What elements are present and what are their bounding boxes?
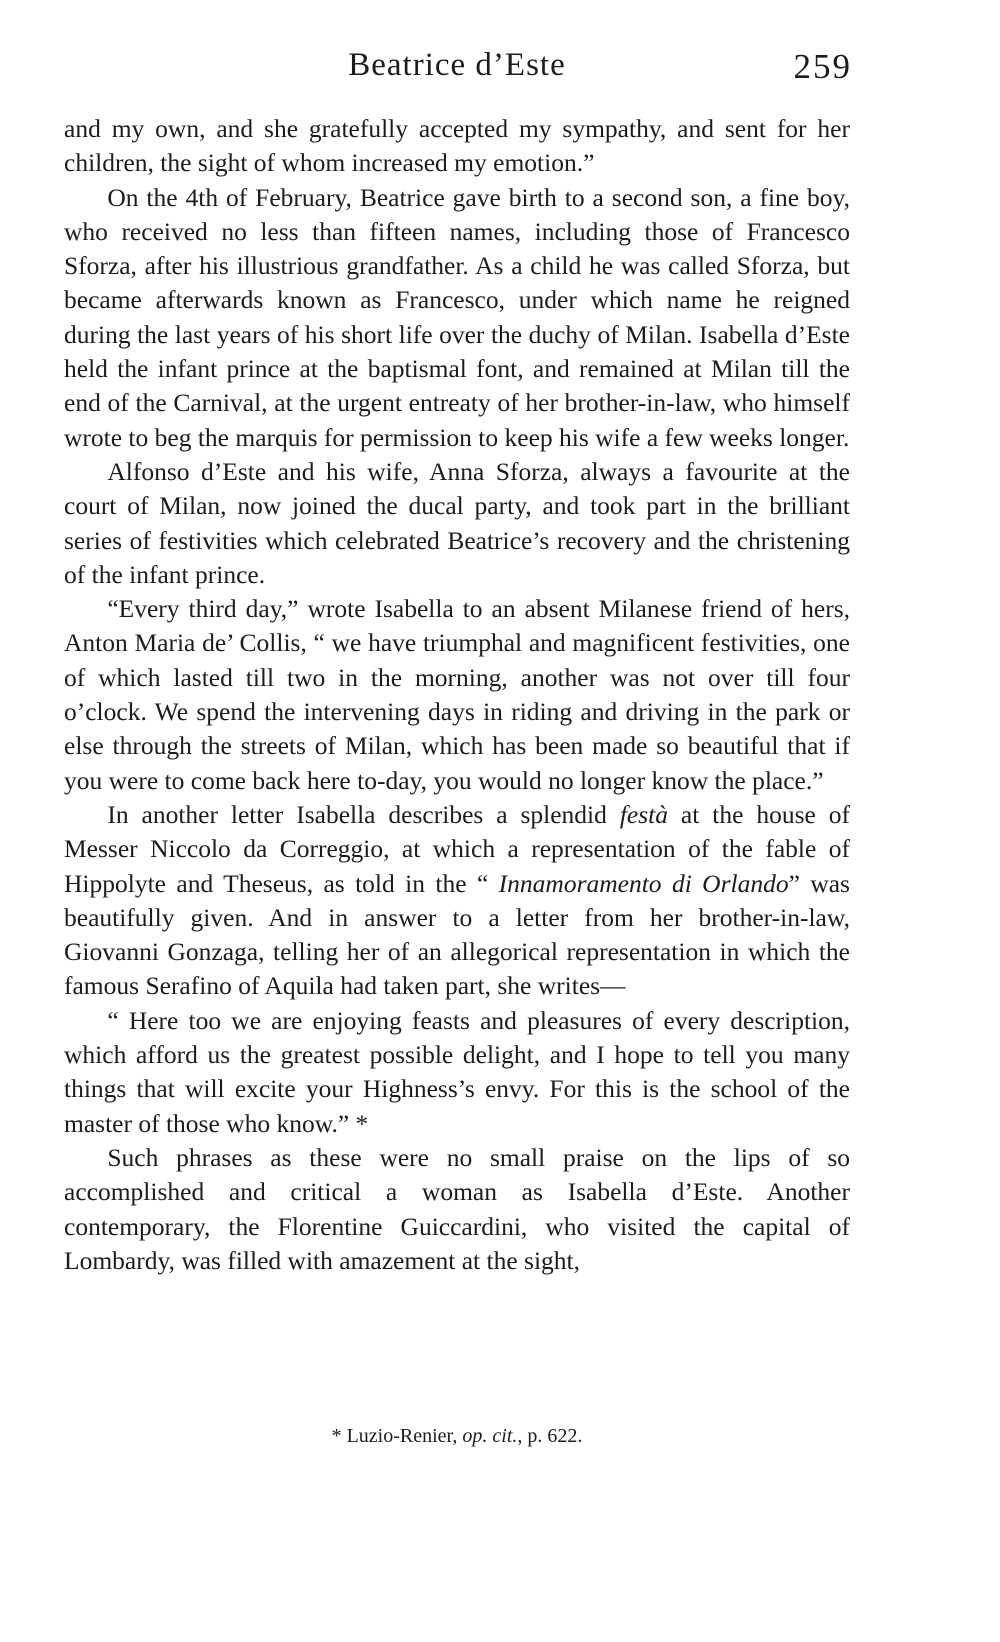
body-text: [64, 112, 850, 1278]
paragraph-such-phrases: Such phrases as these were no small praise on the lips of so accomplished and critical a woman as Isabella d’Este. Another contemporary, the Florentine Guiccardini, who visited the capital of Lombardy, was filled with amazement at the sight,: [64, 1142, 850, 1275]
page-number: 259: [793, 47, 852, 86]
footnote-marker: *: [331, 1425, 347, 1447]
text-span: In another letter Isabella describes a splendid: [107, 799, 620, 829]
paragraph-alfonso: Alfonso d’Este and his wife, Anna Sforza, always a favourite at the court of Milan, now joined the ducal party, and took part in the brilliant series of festivities which celebrated Beatrice’s recovery and the christening of the infant prince.: [64, 456, 850, 589]
paragraph-quotation: “ Here too we are enjoying feasts and pleasures of every description, which afford us the greatest possible delight, and I hope to tell you many things that will excite your Highness’s envy. For this is the school of the master of those who know.” *: [64, 1005, 850, 1138]
footnote-reference: op. cit.: [462, 1425, 518, 1447]
footnote-page: , p. 622.: [517, 1425, 583, 1447]
paragraph-isabella-letter: “Every third day,” wrote Isabella to an absent Milanese friend of hers, Anton Maria de’ Collis, “ we have triumphal and magnificent festivities, one of which lasted till two in the morning, another was not over till four o’clock. We spend the intervening days in riding and driving in the park or else through the streets of Milan, which has been made so beautiful that if you were to come back here to-day, you would no longer know the place.”: [64, 594, 850, 795]
text-span: ” was beautifully given. And in answer to a letter from her brother-in-law, Giovanni Gonzaga, telling her of an allegorical representation in which the famous Serafino of Aquila had taken part, she writes—: [64, 868, 850, 1001]
running-head: [62, 40, 852, 90]
italic-title-innamoramento: Innamoramento di Orlando: [498, 868, 789, 898]
running-title: Beatrice d’Este: [348, 47, 566, 83]
paragraph-another-letter: [64, 798, 850, 1004]
footnote-author: Luzio-Renier,: [346, 1425, 463, 1447]
text-span: at the house of Messer Niccolo da Correggio, at which a representation of the fable of Hippolyte and Theseus, as told in the “: [64, 799, 850, 898]
italic-festa: festà: [619, 799, 668, 829]
paragraph-continued: and my own, and she gratefully accepted my sympathy, and sent for her children, the sight of whom increased my emotion.”: [64, 114, 850, 178]
paragraph-birth-of-son: On the 4th of February, Beatrice gave birth to a second son, a fine boy, who received no less than fifteen names, including those of Francesco Sforza, after his illustrious grandfather. As a child he was called Sforza, but became afterwards known as Francesco, under which name he reigned during the last years of his short life over the duchy of Milan. Isabella d’Este held the infant prince at the baptismal font, and remained at Milan till the end of the Carnival, at the urgent entreaty of her brother-in-law, who himself wrote to beg the marquis for permission to keep his wife a few weeks longer.: [64, 182, 850, 452]
footnote: [64, 1422, 850, 1450]
